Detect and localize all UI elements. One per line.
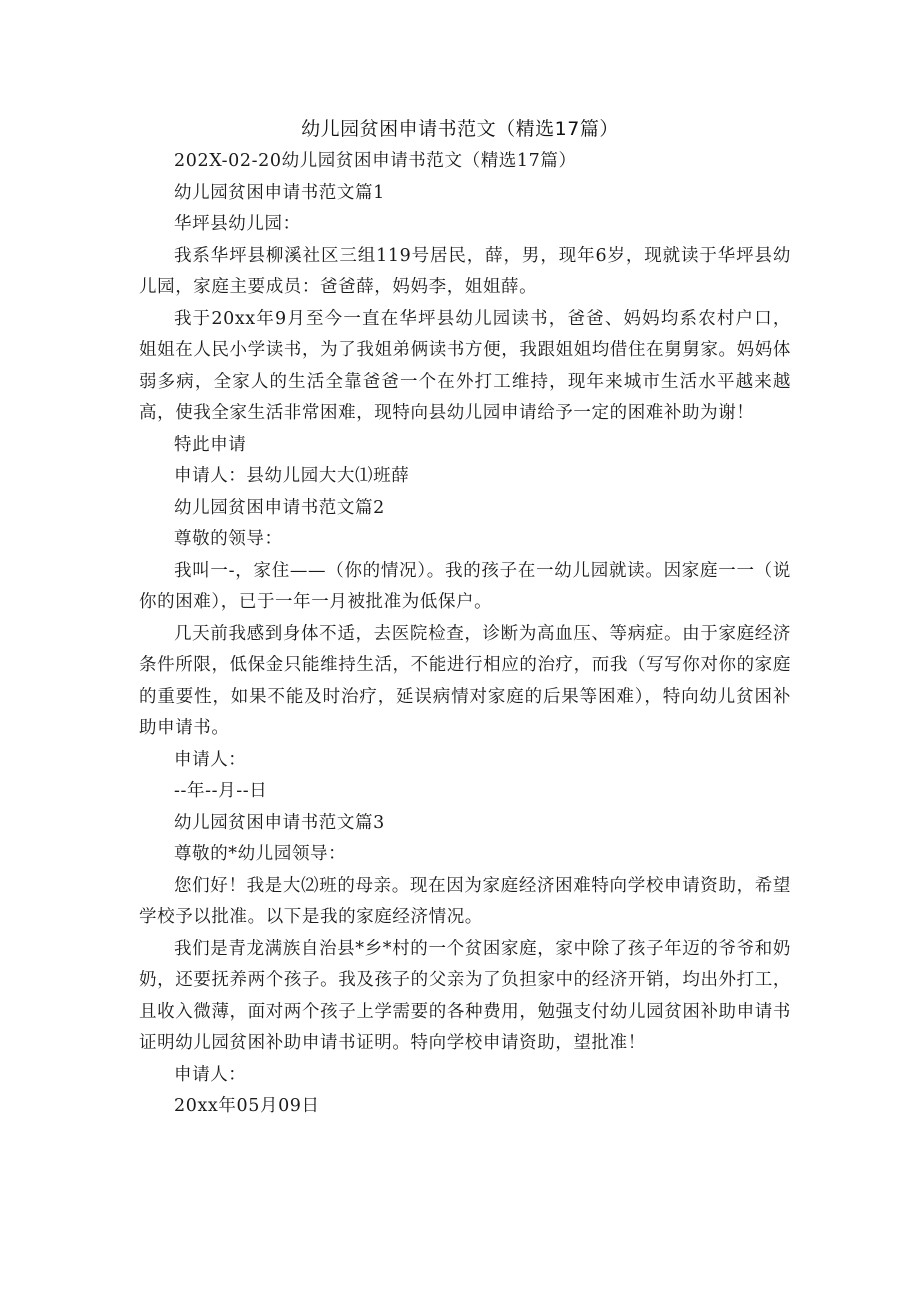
section-heading-2: 幼儿园贫困申请书范文篇2 — [174, 497, 385, 518]
document-body — [139, 146, 791, 1123]
body-paragraph: 我叫一-，家住——（你的情况）。我的孩子在一幼儿园就读。因家庭一一（说你的困难），已于一年一月被批准为低保户。 — [139, 560, 791, 612]
salutation-3: 尊敬的*幼儿园领导： — [174, 844, 347, 864]
salutation-2: 尊敬的领导： — [174, 529, 283, 549]
date-placeholder-line: --年--月--日 — [174, 781, 268, 801]
applicant-line: 申请人： — [174, 749, 247, 770]
body-paragraph: 我于20xx年9月至今一直在华坪县幼儿园读书，爸爸、妈妈均系农村户口，姐姐在人民小学读书，为了我姐弟俩读书方便，我跟姐姐均借住在舅舅家。妈妈体弱多病，全家人的生活全靠爸爸一个在外打工维持，现年来城市生活水平越来越高，使我全家生活非常困难，现特向县幼儿园申请给予一定的困难补助为谢！ — [139, 308, 791, 423]
body-paragraph: 您们好！我是大⑵班的母亲。现在因为家庭经济困难特向学校申请资助，希望学校予以批准。以下是我的家庭经济情况。 — [139, 875, 791, 927]
signature-date-line: 20xx年05月09日 — [174, 1096, 320, 1116]
applicant-line: 申请人： — [174, 1064, 247, 1085]
document-title: 幼儿园贫困申请书范文（精选17篇） — [301, 118, 619, 140]
applicant-line: 申请人：县幼儿园大大⑴班薛 — [174, 466, 410, 486]
date-line: 202X-02-20幼儿园贫困申请书范文（精选17篇） — [174, 151, 577, 171]
body-paragraph: 我们是青龙满族自治县*乡*村的一个贫困家庭，家中除了孩子年迈的爷爷和奶奶，还要抚养两个孩子。我及孩子的父亲为了负担家中的经济开销，均出外打工，且收入微薄，面对两个孩子上学需要的各种费用，勉强支付幼儿园贫困补助申请书证明幼儿园贫困补助申请书证明。特向学校申请资助，望批准！ — [139, 938, 791, 1053]
body-paragraph: 几天前我感到身体不适，去医院检查，诊断为高血压、等病症。由于家庭经济条件所限，低保金只能维持生活，不能进行相应的治疗，而我（写写你对你的家庭的重要性，如果不能及时治疗，延误病情对家庭的后果等困难），特向幼儿贫困补助申请书。 — [139, 623, 791, 738]
section-heading-3: 幼儿园贫困申请书范文篇3 — [174, 812, 385, 833]
salutation-1: 华坪县幼儿园： — [174, 214, 301, 234]
section-heading-1: 幼儿园贫困申请书范文篇1 — [174, 182, 385, 203]
closing-line: 特此申请 — [174, 434, 247, 455]
body-paragraph: 我系华坪县柳溪社区三组119号居民，薛，男，现年6岁，现就读于华坪县幼儿园，家庭主要成员：爸爸薛，妈妈李，姐姐薛。 — [139, 245, 791, 297]
